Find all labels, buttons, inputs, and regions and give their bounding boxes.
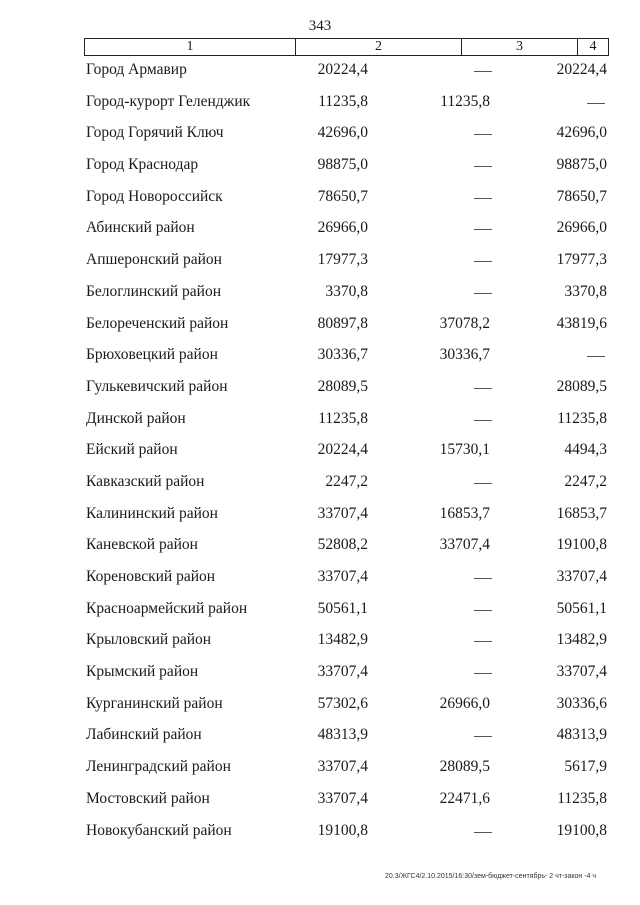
district-name: Каневской район <box>86 536 198 554</box>
empty-dash-col-3 <box>474 261 492 262</box>
value-col-2: 17977,3 <box>317 251 368 269</box>
value-col-4: 28089,5 <box>556 377 607 395</box>
district-name: Город Краснодар <box>86 156 199 174</box>
empty-dash-col-3 <box>474 293 492 294</box>
district-name: Мостовский район <box>86 789 210 807</box>
table-row <box>0 57 640 89</box>
table-row <box>0 501 640 533</box>
value-col-2: 33707,4 <box>317 758 368 776</box>
empty-dash-col-3 <box>474 673 492 674</box>
district-name: Крымский район <box>86 663 199 681</box>
empty-dash-col-3 <box>474 420 492 421</box>
value-col-2: 3370,8 <box>325 282 368 300</box>
value-col-4: 20224,4 <box>556 61 607 78</box>
table-row <box>0 469 640 501</box>
table-row <box>0 152 640 184</box>
value-col-2: 19100,8 <box>317 821 368 839</box>
value-col-2: 33707,4 <box>317 789 368 807</box>
district-name: Ейский район <box>86 441 178 459</box>
district-name: Город Армавир <box>86 61 187 78</box>
value-col-2: 33707,4 <box>317 504 368 522</box>
district-name: Кавказский район <box>86 472 205 490</box>
district-name: Ленинградский район <box>86 758 231 776</box>
empty-dash-col-3 <box>474 832 492 833</box>
table-row <box>0 532 640 564</box>
value-col-4: 78650,7 <box>556 187 607 205</box>
value-col-4: 16853,7 <box>556 504 607 522</box>
district-name: Белореченский район <box>86 314 229 332</box>
header-col-1: 1 <box>186 39 194 54</box>
value-col-4: 26966,0 <box>556 219 607 237</box>
table-row <box>0 786 640 818</box>
district-name: Крыловский район <box>86 631 212 649</box>
table-row <box>0 311 640 343</box>
empty-dash-col-3 <box>474 71 492 72</box>
value-col-4: 30336,6 <box>556 694 607 712</box>
table-row <box>0 406 640 438</box>
district-name: Новокубанский район <box>86 821 232 839</box>
table-row <box>0 564 640 596</box>
value-col-2: 48313,9 <box>317 726 368 744</box>
table-row <box>0 754 640 786</box>
value-col-4: 4494,3 <box>564 441 607 459</box>
value-col-3: 11235,8 <box>440 92 490 110</box>
value-col-4: 98875,0 <box>556 156 607 174</box>
value-col-3: 15730,1 <box>439 441 490 459</box>
value-col-2: 52808,2 <box>317 536 368 554</box>
document-footer: 20.3/ЖГС4/2.10.2015/16:30/зем-бюджет-сентябрь- 2 чт-закон -4 ч <box>385 873 597 880</box>
page-number: 343 <box>308 18 332 34</box>
value-col-3: 37078,2 <box>439 314 490 332</box>
empty-dash-col-3 <box>474 198 492 199</box>
empty-dash-col-3 <box>474 229 492 230</box>
table-row <box>0 184 640 216</box>
value-col-2: 20224,4 <box>317 441 368 459</box>
district-name: Белоглинский район <box>86 282 222 300</box>
empty-dash-col-3 <box>474 134 492 135</box>
table-row <box>0 89 640 121</box>
table-row <box>0 818 640 850</box>
value-col-3: 33707,4 <box>439 536 490 554</box>
district-name: Город Новороссийск <box>86 187 223 205</box>
value-col-4: 11235,8 <box>557 789 607 807</box>
district-name: Кореновский район <box>86 568 216 585</box>
table-row <box>0 342 640 374</box>
table-row <box>0 691 640 723</box>
district-name: Апшеронский район <box>86 251 222 269</box>
empty-dash-col-3 <box>474 578 492 579</box>
value-col-2: 33707,4 <box>317 663 368 681</box>
value-col-2: 11235,8 <box>318 409 368 427</box>
value-col-2: 78650,7 <box>317 187 368 205</box>
district-name: Гулькевичский район <box>86 377 228 395</box>
value-col-2: 33707,4 <box>317 568 368 585</box>
value-col-4: 19100,8 <box>556 536 607 554</box>
value-col-4: 42696,0 <box>556 124 607 142</box>
table-row <box>0 247 640 279</box>
district-name: Курганинский район <box>86 694 223 712</box>
district-name: Лабинский район <box>86 726 202 744</box>
value-col-3: 30336,7 <box>439 346 490 364</box>
value-col-4: 2247,2 <box>564 472 607 490</box>
value-col-2: 11235,8 <box>318 92 368 110</box>
table-row <box>0 215 640 247</box>
value-col-2: 20224,4 <box>317 61 368 78</box>
value-col-2: 50561,1 <box>317 599 368 617</box>
district-name: Калининский район <box>86 504 218 522</box>
table-row <box>0 722 640 754</box>
value-col-2: 42696,0 <box>317 124 368 142</box>
value-col-4: 17977,3 <box>556 251 607 269</box>
district-name: Абинский район <box>86 219 195 237</box>
district-name: Динской район <box>86 409 186 427</box>
header-col-2: 2 <box>295 39 461 55</box>
value-col-4: 33707,4 <box>556 568 607 585</box>
value-col-2: 26966,0 <box>317 219 368 237</box>
value-col-4: 3370,8 <box>564 282 607 300</box>
value-col-4: 11235,8 <box>557 409 607 427</box>
value-col-2: 2247,2 <box>325 472 368 490</box>
value-col-3: 28089,5 <box>439 758 490 776</box>
value-col-2: 80897,8 <box>317 314 368 332</box>
value-col-4: 50561,1 <box>556 599 607 617</box>
empty-dash-col-3 <box>474 641 492 642</box>
value-col-2: 13482,9 <box>317 631 368 649</box>
table-row <box>0 596 640 628</box>
value-col-4: 48313,9 <box>556 726 607 744</box>
value-col-3: 22471,6 <box>439 789 490 807</box>
empty-dash-col-3 <box>474 483 492 484</box>
value-col-4: 43819,6 <box>556 314 607 332</box>
value-col-4: 19100,8 <box>556 821 607 839</box>
value-col-4: 33707,4 <box>556 663 607 681</box>
table-row <box>0 120 640 152</box>
table-header <box>84 38 609 56</box>
empty-dash-col-3 <box>474 736 492 737</box>
value-col-2: 30336,7 <box>317 346 368 364</box>
table-row <box>0 659 640 691</box>
value-col-4: 5617,9 <box>564 758 607 776</box>
header-col-3: 3 <box>461 39 577 55</box>
header-col-4: 4 <box>577 39 608 55</box>
empty-dash-col-3 <box>474 610 492 611</box>
table-row <box>0 627 640 659</box>
value-col-3: 26966,0 <box>439 694 490 712</box>
district-name: Город-курорт Геленджик <box>86 92 251 110</box>
value-col-4: 13482,9 <box>556 631 607 649</box>
empty-dash-col-3 <box>474 388 492 389</box>
value-col-2: 98875,0 <box>317 156 368 174</box>
table-body <box>0 57 640 849</box>
district-name: Красноармейский район <box>86 599 248 617</box>
empty-dash-col-4 <box>587 103 605 104</box>
value-col-3: 16853,7 <box>439 504 490 522</box>
district-name: Брюховецкий район <box>86 346 218 364</box>
district-name: Город Горячий Ключ <box>86 124 224 142</box>
value-col-2: 28089,5 <box>317 377 368 395</box>
table-row <box>0 279 640 311</box>
empty-dash-col-4 <box>587 356 605 357</box>
table-row <box>0 437 640 469</box>
empty-dash-col-3 <box>474 166 492 167</box>
value-col-2: 57302,6 <box>317 694 368 712</box>
table-row <box>0 374 640 406</box>
